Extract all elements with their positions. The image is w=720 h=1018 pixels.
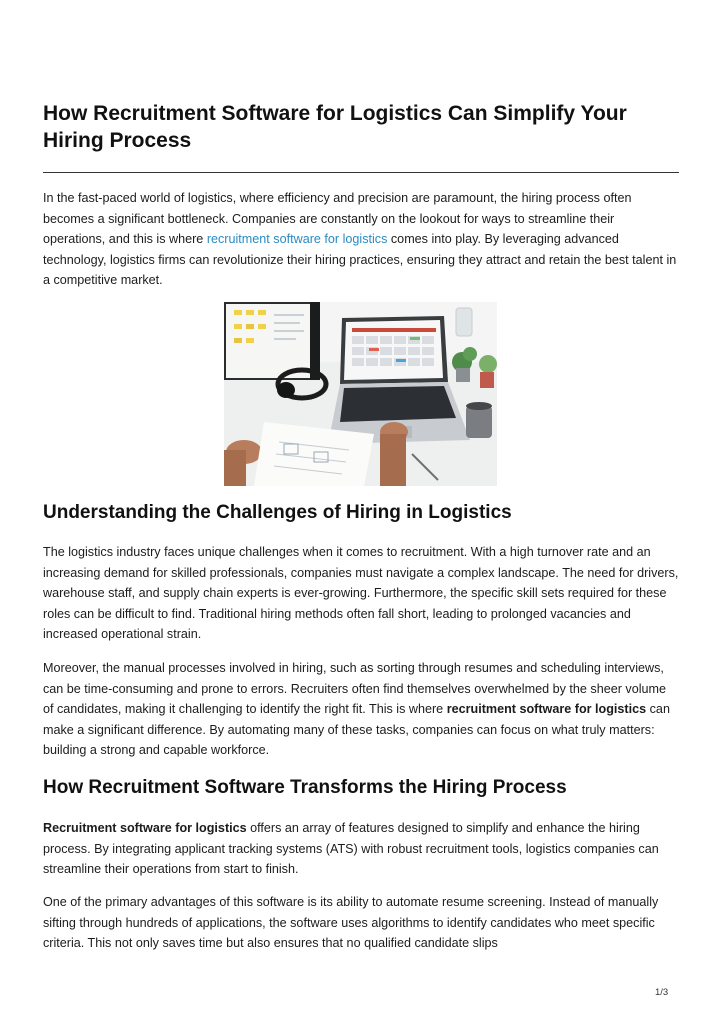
article-title: How Recruitment Software for Logistics Can Simplify Your Hiring Process bbox=[43, 102, 627, 152]
challenges-p2-text-after: can make a significant difference. By automating many of these tasks, companies can focus on what truly matters: building a strong and capable workforce. bbox=[43, 702, 670, 757]
transforms-paragraph-2: One of the primary advantages of this software is its ability to automate resume screening. Instead of manually sifting through hundreds of applications, the software uses algorithms to identify candidates who meet specific criteria. This not only saves time but also ensures that no qualified candidate slips bbox=[43, 895, 659, 950]
challenges-paragraph-1: The logistics industry faces unique challenges when it comes to recruitment. With a high turnover rate and an increasing demand for skilled professionals, companies must navigate a complex landscape. The need for drivers, warehouse staff, and supply chain experts is ever-growing. Furthermore, the specific skill sets required for these roles can be difficult to find. Traditional hiring methods often fall short, leading to prolonged vacancies and increased operational strain. bbox=[43, 545, 679, 641]
transforms-paragraph-1 bbox=[43, 818, 679, 880]
challenges-p2-bold-term: recruitment software for logistics bbox=[446, 702, 647, 716]
transforms-p1-bold-term: Recruitment software for logistics bbox=[43, 821, 247, 835]
section-heading-transforms: How Recruitment Software Transforms the Hiring Process bbox=[43, 777, 567, 798]
recruitment-software-link[interactable]: recruitment software for logistics bbox=[206, 232, 388, 246]
intro-text-before-link: In the fast-paced world of logistics, where efficiency and precision are paramount, the hiring process often becomes a significant bottleneck. Companies are constantly on the lookout for ways to streamline their operations, and this is where bbox=[43, 191, 632, 246]
challenges-paragraph-2 bbox=[43, 658, 679, 761]
laptop-workspace-photo bbox=[224, 302, 497, 486]
title-divider bbox=[43, 172, 679, 173]
page-number: 1/3 bbox=[655, 987, 669, 998]
photo-illustration bbox=[224, 302, 497, 486]
intro-paragraph bbox=[43, 188, 679, 291]
challenges-p2-text-before: Moreover, the manual processes involved in hiring, such as sorting through resumes and scheduling interviews, can be time-consuming and prone to errors. Recruiters often find themselves overwhelmed by the sheer volume of candidates, making it challenging to identify the right fit. This is where bbox=[43, 661, 666, 716]
transforms-p1-text-after: offers an array of features designed to simplify and enhance the hiring process. By integrating applicant tracking systems (ATS) with robust recruitment tools, logistics companies can streamline their operations from start to finish. bbox=[43, 821, 659, 876]
section-heading-challenges: Understanding the Challenges of Hiring in Logistics bbox=[43, 502, 512, 523]
intro-text-after-link: comes into play. By leveraging advanced technology, logistics firms can revolutionize their hiring practices, ensuring they attract and retain the best talent in a competitive market. bbox=[43, 232, 677, 287]
